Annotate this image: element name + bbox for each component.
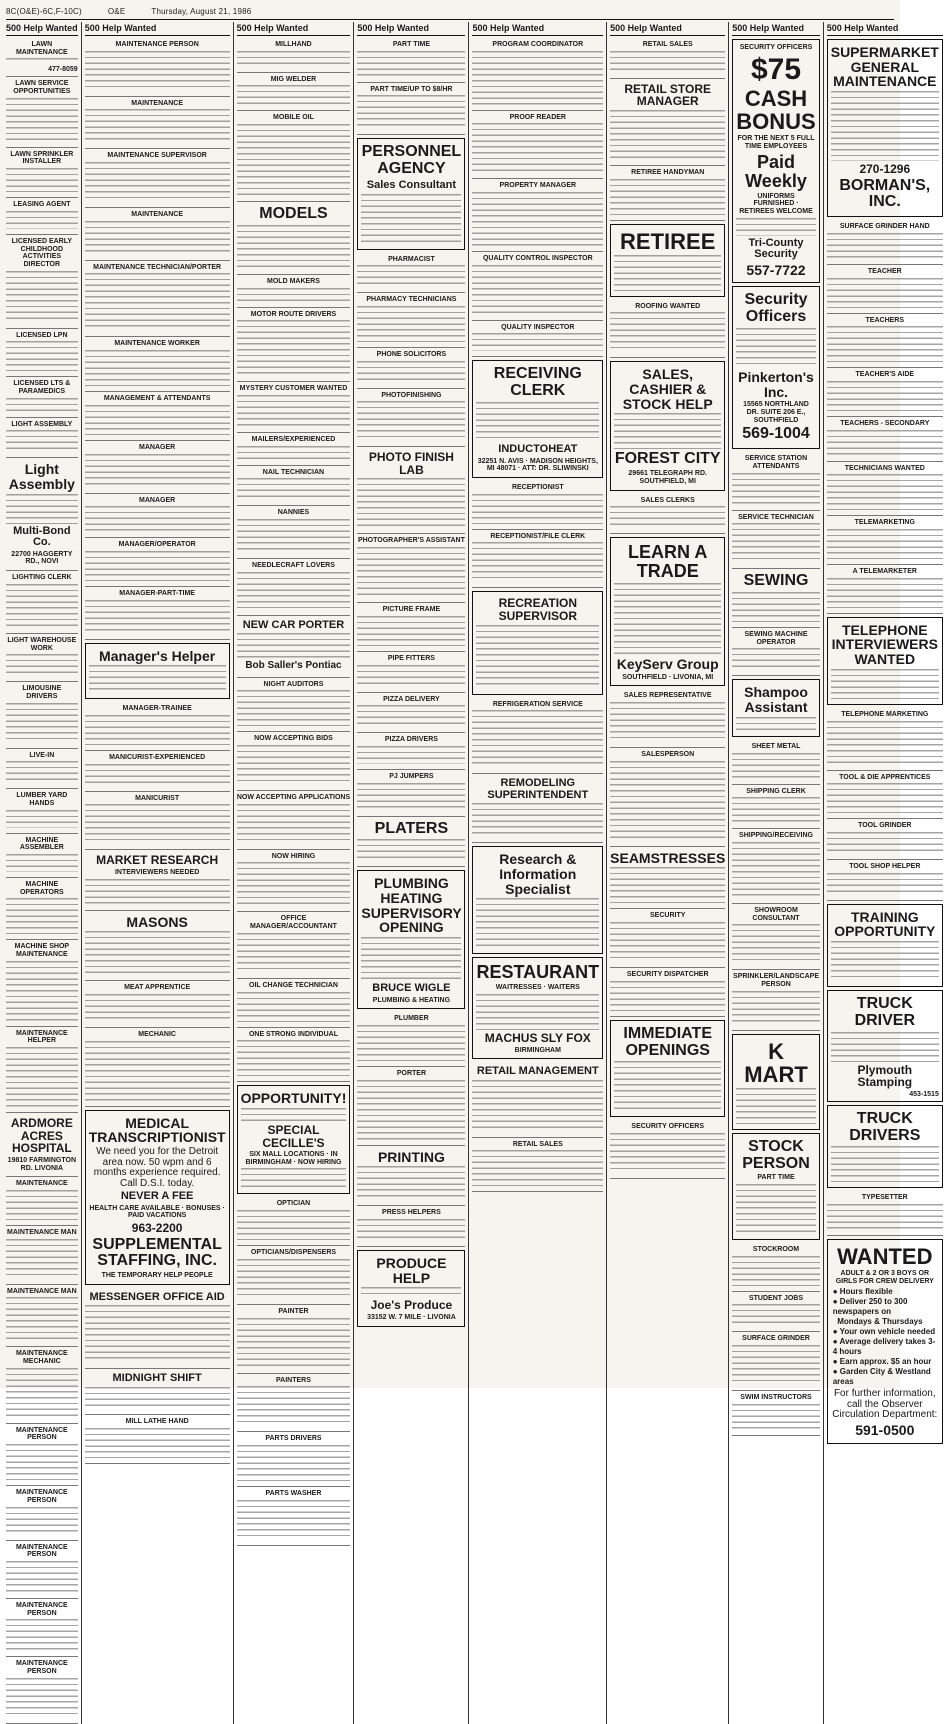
ad-platers: PLATERS bbox=[357, 817, 465, 868]
ad-masons: MASONS bbox=[85, 911, 230, 982]
ad-plumbing-heating: PLUMBING HEATING SUPERVISORY OPENING BRUCE WIGLE PLUMBING & HEATING bbox=[357, 870, 465, 1009]
column-7 bbox=[732, 22, 823, 1724]
ad-one-strong: ONE STRONG INDIVIDUAL bbox=[237, 1028, 351, 1083]
ad-painters: PAINTERS bbox=[237, 1374, 351, 1433]
classified-columns bbox=[6, 22, 939, 1675]
folio-date: Thursday, August 21, 1986 bbox=[151, 6, 252, 16]
ad-technicians-wanted: TECHNICIANS WANTED bbox=[827, 462, 943, 517]
ad-teachers: TEACHERS bbox=[827, 314, 943, 369]
ad-mold-makers: MOLD MAKERS bbox=[237, 275, 351, 308]
ad-live-in: LIVE-IN bbox=[6, 749, 78, 790]
column-header: 500 Help Wanted bbox=[732, 22, 819, 36]
ad-teachers-secondary: TEACHERS - SECONDARY bbox=[827, 417, 943, 462]
ad-learn-a-trade: LEARN A TRADE KeyServ Group SOUTHFIELD · LIVONIA, MI bbox=[610, 537, 725, 686]
column-header: 500 Help Wanted bbox=[237, 22, 351, 36]
ad-receptionist: RECEPTIONIST bbox=[472, 481, 603, 530]
column-6 bbox=[610, 22, 729, 1724]
column-4 bbox=[357, 22, 469, 1724]
wanted-bullet-list bbox=[833, 1287, 939, 1387]
ad-plumber: PLUMBER bbox=[357, 1012, 465, 1067]
folio-section: 8C(O&E)-6C,F-10C) bbox=[6, 6, 82, 16]
ad-lawn-service: LAWN SERVICE OPPORTUNITIES bbox=[6, 77, 78, 147]
ad-models: MODELS bbox=[237, 202, 351, 275]
ad-parts-washer: PARTS WASHER bbox=[237, 1487, 351, 1546]
ad-maintenance: MAINTENANCE bbox=[85, 97, 230, 150]
ad-surface-grinder-hand: SURFACE GRINDER HAND bbox=[827, 220, 943, 265]
ad-stockroom: STOCKROOM bbox=[732, 1243, 819, 1292]
ad-sewing-machine: SEWING MACHINE OPERATOR bbox=[732, 628, 819, 676]
ad-phone-solicitors: PHONE SOLICITORS bbox=[357, 348, 465, 389]
ad-pipe-fitters: PIPE FITTERS bbox=[357, 652, 465, 693]
ad-receiving-clerk: RECEIVING CLERK INDUCTOHEAT 32251 N. AVIS · MADISON HEIGHTS, MI 48071 · ATT: DR. SLIWINSKI bbox=[472, 360, 603, 478]
ad-shipping-receiving: SHIPPING/RECEIVING bbox=[732, 829, 819, 904]
ad-now-accepting-bids: NOW ACCEPTING BIDS bbox=[237, 732, 351, 791]
ad-sales-clerks: SALES CLERKS bbox=[610, 494, 725, 535]
column-3 bbox=[237, 22, 355, 1724]
bullet-item: ● Your own vehicle needed bbox=[832, 1327, 936, 1337]
ad-student-jobs: STUDENT JOBS bbox=[732, 1292, 819, 1333]
ad-porter: PORTER bbox=[357, 1067, 465, 1146]
ad-telephone-interviewers: TELEPHONE INTERVIEWERS WANTED bbox=[827, 617, 943, 705]
ad-maintenance: MAINTENANCE bbox=[6, 1177, 78, 1226]
ad-recreation-supervisor: RECREATION SUPERVISOR bbox=[472, 591, 603, 694]
ad-manager-part-time: MANAGER-PART-TIME bbox=[85, 587, 230, 640]
ad-maintenance-person: MAINTENANCE PERSON bbox=[85, 38, 230, 97]
page-folio bbox=[6, 4, 894, 18]
ad-pj-jumpers: PJ JUMPERS bbox=[357, 770, 465, 817]
ad-shampoo-assistant: Shampoo Assistant bbox=[732, 679, 819, 736]
ad-maintenance-person-1: MAINTENANCE PERSON bbox=[6, 1424, 78, 1486]
bullet-item: ● Garden City & Westland areas bbox=[832, 1367, 931, 1387]
column-header: 500 Help Wanted bbox=[472, 22, 603, 36]
ad-remodeling: REMODELING SUPERINTENDENT bbox=[472, 774, 603, 843]
ad-management-attendants: MANAGEMENT & ATTENDANTS bbox=[85, 392, 230, 441]
ad-machine-assembler: MACHINE ASSEMBLER bbox=[6, 834, 78, 878]
ad-security-dispatcher: SECURITY DISPATCHER bbox=[610, 968, 725, 1017]
ad-mobile-oil: MOBILE OIL bbox=[237, 111, 351, 202]
ad-machine-operators: MACHINE OPERATORS bbox=[6, 878, 78, 940]
column-1 bbox=[6, 22, 82, 1724]
ad-telephone-marketing: TELEPHONE MARKETING bbox=[827, 708, 943, 771]
ad-program-coordinator: PROGRAM COORDINATOR bbox=[472, 38, 603, 111]
ad-proof-reader: PROOF READER bbox=[472, 111, 603, 180]
folio-rule bbox=[6, 19, 894, 20]
ad-telemarketing: TELEMARKETING bbox=[827, 516, 943, 565]
ad-retail-management: RETAIL MANAGEMENT bbox=[472, 1062, 603, 1138]
ad-part-time-8hr: PART TIME/UP TO $8/HR bbox=[357, 83, 465, 136]
ad-retail-store-manager: RETAIL STORE MANAGER bbox=[610, 79, 725, 166]
ad-sheet-metal: SHEET METAL bbox=[732, 740, 819, 785]
ad-manicurist-experienced: MANICURIST-EXPERIENCED bbox=[85, 751, 230, 792]
ad-restaurant: RESTAURANT WAITRESSES · WAITERS MACHUS SLY FOX BIRMINGHAM bbox=[472, 957, 603, 1059]
ad-service-station: SERVICE STATION ATTENDANTS bbox=[732, 452, 819, 510]
ad-pharmacy-technicians: PHARMACY TECHNICIANS bbox=[357, 293, 465, 348]
bullet-item: ● Average delivery takes 3-4 hours bbox=[832, 1337, 936, 1357]
ad-nail-technician: NAIL TECHNICIAN bbox=[237, 466, 351, 507]
ad-sales-representative: SALES REPRESENTATIVE bbox=[610, 689, 725, 748]
bullet-item: ● Earn approx. $5 an hour bbox=[832, 1357, 932, 1367]
ad-manager-trainee: MANAGER-TRAINEE bbox=[85, 702, 230, 751]
ad-maintenance-helper: MAINTENANCE HELPER bbox=[6, 1027, 78, 1113]
ad-mystery-customer: MYSTERY CUSTOMER WANTED bbox=[237, 382, 351, 433]
ad-roofing: ROOFING WANTED bbox=[610, 300, 725, 359]
ad-lighting-clerk: LIGHTING CLERK bbox=[6, 571, 78, 634]
ad-midnight-shift: MIDNIGHT SHIFT bbox=[85, 1369, 230, 1415]
column-2 bbox=[85, 22, 234, 1724]
column-header: 500 Help Wanted bbox=[827, 22, 943, 36]
ad-property-manager: PROPERTY MANAGER bbox=[472, 179, 603, 252]
ad-night-auditors: NIGHT AUDITORS bbox=[237, 678, 351, 733]
ad-manager-1: MANAGER bbox=[85, 441, 230, 494]
ad-swim-instructors: SWIM INSTRUCTORS bbox=[732, 1391, 819, 1436]
ad-security-officers-bonus: SECURITY OFFICERS $75 CASH BONUS FOR THE NEXT 5 FULL TIME EMPLOYEES Paid Weekly UNIFORMS FURNISHED · RETIREES WELCOME Tri-County Security 557-7722 bbox=[732, 39, 819, 283]
ad-picture-frame: PICTURE FRAME bbox=[357, 603, 465, 652]
ad-receptionist-file-clerk: RECEPTIONIST/FILE CLERK bbox=[472, 530, 603, 589]
ad-office-manager: OFFICE MANAGER/ACCOUNTANT bbox=[237, 912, 351, 978]
ad-licensed-lpn: LICENSED LPN bbox=[6, 329, 78, 378]
bullet-item: ● Hours flexible bbox=[832, 1287, 893, 1297]
ad-refrigeration-service: REFRIGERATION SERVICE bbox=[472, 698, 603, 775]
ad-lumber-yard: LUMBER YARD HANDS bbox=[6, 789, 78, 833]
ad-maintenance-supervisor: MAINTENANCE SUPERVISOR bbox=[85, 149, 230, 208]
ad-maintenance-technician: MAINTENANCE TECHNICIAN/PORTER bbox=[85, 261, 230, 338]
ad-needlecraft: NEEDLECRAFT LOVERS bbox=[237, 559, 351, 616]
ad-showroom-consultant: SHOWROOM CONSULTANT bbox=[732, 904, 819, 970]
ad-mill-lathe: MILL LATHE HAND bbox=[85, 1415, 230, 1464]
ad-mechanic: MECHANIC bbox=[85, 1028, 230, 1107]
ad-activities-director: LICENSED EARLY CHILDHOOD ACTIVITIES DIRECTOR bbox=[6, 235, 78, 329]
ad-manicurist: MANICURIST bbox=[85, 792, 230, 851]
ad-truck-driver: TRUCK DRIVER Plymouth Stamping 453-1515 bbox=[827, 990, 943, 1102]
ad-retail-sales: RETAIL SALES bbox=[472, 1138, 603, 1193]
ad-pinkerton: Security Officers Pinkerton's Inc. 15565 NORTHLAND DR. SUITE 206 E., SOUTHFIELD 569-1004 bbox=[732, 286, 819, 449]
ad-produce-help: PRODUCE HELP Joe's Produce 33152 W. 7 MILE · LIVONIA bbox=[357, 1250, 465, 1327]
ad-press-helpers: PRESS HELPERS bbox=[357, 1206, 465, 1247]
ad-tool-grinder: TOOL GRINDER bbox=[827, 819, 943, 860]
ad-security: SECURITY bbox=[610, 909, 725, 968]
ad-training-opportunity: TRAINING OPPORTUNITY bbox=[827, 904, 943, 987]
ad-photo-finish-lab: PHOTO FINISH LAB bbox=[357, 447, 465, 534]
column-8 bbox=[827, 22, 946, 1724]
ad-light-assembly-display: Light Assembly Multi-Bond Co. 22700 HAGGERTY RD., NOVI bbox=[6, 458, 78, 571]
ad-parts-drivers: PARTS DRIVERS bbox=[237, 1432, 351, 1487]
ad-photographers-assistant: PHOTOGRAPHER'S ASSISTANT bbox=[357, 534, 465, 603]
ad-tool-shop-helper: TOOL SHOP HELPER bbox=[827, 860, 943, 901]
ad-maintenance-person-4: MAINTENANCE PERSON bbox=[6, 1599, 78, 1657]
ad-immediate-openings: IMMEDIATE OPENINGS bbox=[610, 1020, 725, 1118]
ad-manager-operator: MANAGER/OPERATOR bbox=[85, 538, 230, 587]
ad-photofinishing: PHOTOFINISHING bbox=[357, 389, 465, 448]
ad-millhand: MILLHAND bbox=[237, 38, 351, 73]
ad-leasing-agent: LEASING AGENT bbox=[6, 198, 78, 235]
ad-service-technician: SERVICE TECHNICIAN bbox=[732, 511, 819, 570]
ad-light-assembly: LIGHT ASSEMBLY bbox=[6, 418, 78, 459]
ad-maintenance-man-2: MAINTENANCE MAN bbox=[6, 1285, 78, 1348]
ad-typesetter: TYPESETTER bbox=[827, 1191, 943, 1236]
ad-retail-sales: RETAIL SALES bbox=[610, 38, 725, 79]
bullet-item: ● Deliver 250 to 300 newspapers on bbox=[832, 1297, 908, 1317]
ad-kmart: K MART bbox=[732, 1034, 819, 1130]
bullet-item: Mondays & Thursdays bbox=[837, 1317, 923, 1327]
ad-tool-die-apprentices: TOOL & DIE APPRENTICES bbox=[827, 771, 943, 820]
ad-seamstresses: SEAMSTRESSES bbox=[610, 847, 725, 910]
ad-lawn-maintenance: LAWN MAINTENANCE 477-8059 bbox=[6, 38, 78, 77]
ad-opticians-dispensers: OPTICIANS/DISPENSERS bbox=[237, 1246, 351, 1305]
ad-maintenance-person-5: MAINTENANCE PERSON bbox=[6, 1657, 78, 1723]
ad-maintenance-mechanic: MAINTENANCE MECHANIC bbox=[6, 1347, 78, 1423]
ad-pizza-delivery: PIZZA DELIVERY bbox=[357, 693, 465, 734]
ad-manager-2: MANAGER bbox=[85, 494, 230, 539]
ad-maintenance-person-2: MAINTENANCE PERSON bbox=[6, 1486, 78, 1540]
column-5 bbox=[472, 22, 607, 1724]
ad-maintenance-worker: MAINTENANCE WORKER bbox=[85, 337, 230, 392]
folio-paper: O&E bbox=[107, 6, 126, 16]
ad-quality-inspector: QUALITY INSPECTOR bbox=[472, 321, 603, 358]
ad-mig-welder: MIG WELDER bbox=[237, 73, 351, 112]
ad-pharmacist: PHARMACIST bbox=[357, 253, 465, 294]
ad-now-accepting-applications: NOW ACCEPTING APPLICATIONS bbox=[237, 791, 351, 850]
ad-ardmore-acres: ARDMORE ACRES HOSPITAL 19810 FARMINGTON RD. LIVONIA bbox=[6, 1113, 78, 1177]
ad-pizza-drivers: PIZZA DRIVERS bbox=[357, 733, 465, 770]
ad-truck-drivers: TRUCK DRIVERS bbox=[827, 1105, 943, 1189]
ad-limousine-drivers: LIMOUSINE DRIVERS bbox=[6, 682, 78, 748]
ad-machine-shop: MACHINE SHOP MAINTENANCE bbox=[6, 940, 78, 1026]
ad-security-officers: SECURITY OFFICERS bbox=[610, 1120, 725, 1179]
ad-medical-transcriptionist: MEDICAL TRANSCRIPTIONIST We need you for the Detroit area now. 50 wpm and 6 months experience required. Call D.S.I. today. NEVER A FEE HEALTH CARE AVAILABLE · BONUSES · PAID VACATIONS 963-2200 SUPPLEMENTAL STAFFING, INC. THE TEMPORARY HELP PEOPLE bbox=[85, 1110, 230, 1285]
ad-nannies: NANNIES bbox=[237, 506, 351, 559]
ad-lawn-sprinkler: LAWN SPRINKLER INSTALLER bbox=[6, 148, 78, 198]
ad-maintenance-person-3: MAINTENANCE PERSON bbox=[6, 1541, 78, 1599]
column-header: 500 Help Wanted bbox=[610, 22, 725, 36]
ad-maintenance-man-1: MAINTENANCE MAN bbox=[6, 1226, 78, 1285]
ad-sales-cashier: SALES, CASHIER & STOCK HELP FOREST CITY 29661 TELEGRAPH RD. SOUTHFIELD, MI bbox=[610, 361, 725, 490]
ad-part-time: PART TIME bbox=[357, 38, 465, 83]
ad-retiree: RETIREE bbox=[610, 224, 725, 297]
column-header: 500 Help Wanted bbox=[85, 22, 230, 36]
ad-light-warehouse: LIGHT WAREHOUSE WORK bbox=[6, 634, 78, 682]
ad-new-car-porter: NEW CAR PORTER Bob Saller's Pontiac bbox=[237, 616, 351, 678]
ad-stock-person: STOCK PERSON PART TIME bbox=[732, 1133, 819, 1240]
ad-personnel-agency: PERSONNEL AGENCY Sales Consultant bbox=[357, 138, 465, 249]
ad-painter: PAINTER bbox=[237, 1305, 351, 1374]
ad-a-telemarketer: A TELEMARKETER bbox=[827, 565, 943, 614]
ad-retiree-handyman: RETIREE HANDYMAN bbox=[610, 166, 725, 221]
ad-wanted-crew-delivery: WANTED ADULT & 2 OR 3 BOYS OR GIRLS FOR CREW DELIVERY ● Hours flexible ● Deliver 250 to 300 newspapers on Mondays & Thursdays ● Your own vehicle needed ● Average delivery takes 3-4 hours ● Earn approx. $5 an hour ● Garden City & Westland areas For further information, call the Observer Circulation Department: 591-0500 bbox=[827, 1239, 943, 1444]
ad-messenger: MESSENGER OFFICE AID bbox=[85, 1288, 230, 1370]
ad-motor-route: MOTOR ROUTE DRIVERS bbox=[237, 308, 351, 383]
ad-quality-control: QUALITY CONTROL INSPECTOR bbox=[472, 252, 603, 321]
ad-opportunity: OPPORTUNITY! SPECIAL CECILLE'S SIX MALL LOCATIONS · IN BIRMINGHAM · NOW HIRING bbox=[237, 1085, 351, 1194]
ad-mailers: MAILERS/EXPERIENCED bbox=[237, 433, 351, 466]
ad-salesperson: SALESPERSON bbox=[610, 748, 725, 847]
ad-research-specialist: Research & Information Specialist bbox=[472, 846, 603, 954]
ad-shipping-clerk: SHIPPING CLERK bbox=[732, 785, 819, 830]
ad-supermarket-maintenance: SUPERMARKET GENERAL MAINTENANCE 270-1296 BORMAN'S, INC. bbox=[827, 39, 943, 217]
ad-teacher: TEACHER bbox=[827, 265, 943, 314]
ad-licensed-lts: LICENSED LTS & PARAMEDICS bbox=[6, 377, 78, 417]
column-header: 500 Help Wanted bbox=[6, 22, 78, 36]
ad-printing: PRINTING bbox=[357, 1146, 465, 1207]
ad-sewing: SEWING bbox=[732, 569, 819, 628]
column-header: 500 Help Wanted bbox=[357, 22, 465, 36]
ad-teachers-aide: TEACHER'S AIDE bbox=[827, 368, 943, 417]
ad-oil-change: OIL CHANGE TECHNICIAN bbox=[237, 979, 351, 1028]
ad-meat-apprentice: MEAT APPRENTICE bbox=[85, 981, 230, 1028]
ad-surface-grinder: SURFACE GRINDER bbox=[732, 1332, 819, 1391]
ad-managers-helper: Manager's Helper bbox=[85, 643, 230, 700]
ad-now-hiring: NOW HIRING bbox=[237, 850, 351, 913]
ad-sprinkler-landscape: SPRINKLER/LANDSCAPE PERSON bbox=[732, 970, 819, 1030]
ad-market-research: MARKET RESEARCH INTERVIEWERS NEEDED bbox=[85, 850, 230, 910]
ad-optician: OPTICIAN bbox=[237, 1197, 351, 1246]
ad-maintenance-2: MAINTENANCE bbox=[85, 208, 230, 261]
